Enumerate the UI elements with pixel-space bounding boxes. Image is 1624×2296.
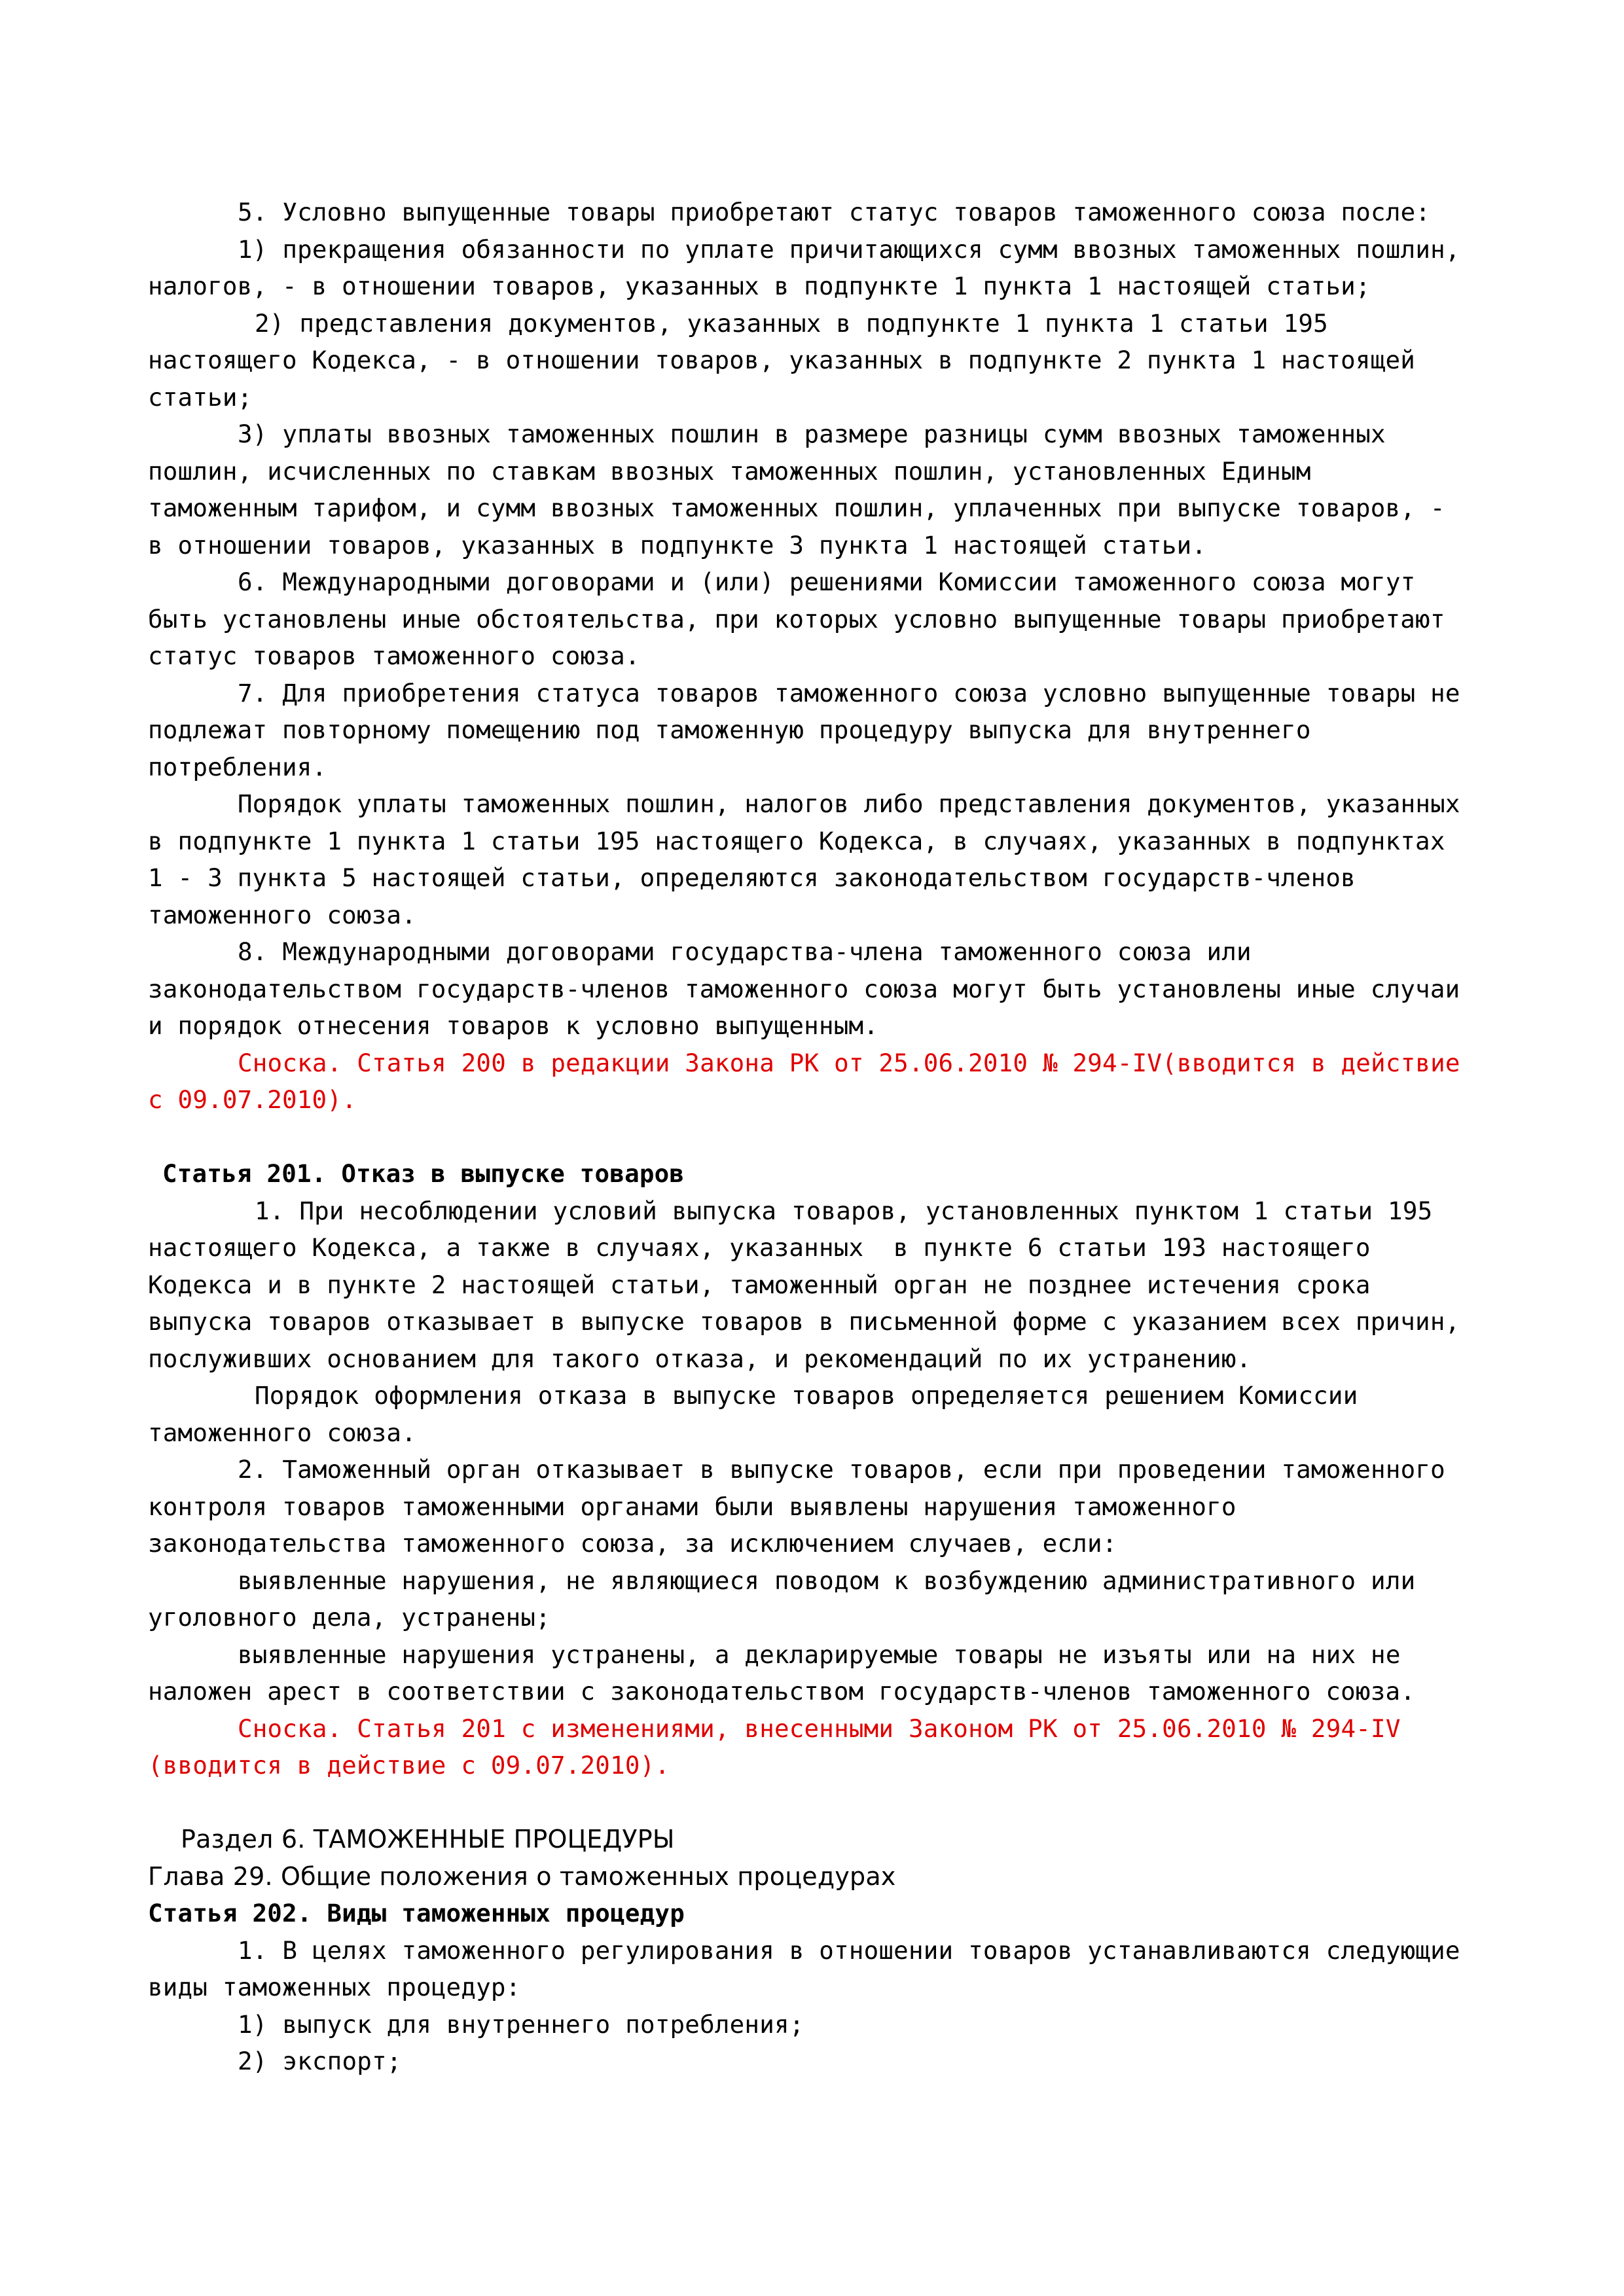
text-line: выявленные нарушения устранены, а декларируемые товары не изъяты или на них не: [238, 1640, 1401, 1669]
footnote-line: Сноска. Статья 201 с изменениями, внесенными Законом РК от 25.06.2010 № 294-IV: [238, 1713, 1401, 1743]
text-line: законодательством государств-членов таможенного союза могут быть установлены иные случаи: [148, 974, 1460, 1003]
text-line: выявленные нарушения, не являющиеся поводом к возбуждению административного или: [238, 1566, 1416, 1595]
paragraph-7-procedure: [148, 785, 1496, 933]
paragraph-7: [148, 675, 1496, 786]
text-line: 1 - 3 пункта 5 настоящей статьи, определяются законодательством государств-членов: [148, 863, 1356, 892]
text-line: наложен арест в соответствии с законодательством государств-членов таможенного союза.: [148, 1677, 1416, 1706]
article-201-title: Статья 201. Отказ в выпуске товаров: [162, 1159, 685, 1188]
paragraph-8: [148, 933, 1496, 1045]
spacer: [148, 1119, 1496, 1156]
paragraph-6: [148, 564, 1496, 675]
footnote-line: с 09.07.2010).: [148, 1085, 357, 1114]
section-heading: Раздел 6. ТАМОЖЕННЫЕ ПРОЦЕДУРЫ: [181, 1825, 675, 1854]
text-line: потребления.: [148, 752, 327, 781]
text-line: 1) прекращения обязанности по уплате причитающихся сумм ввозных таможенных пошлин,: [238, 234, 1460, 264]
text-line: 8. Международными договорами государства-члена таможенного союза или: [238, 937, 1252, 966]
text-line: налогов, - в отношении товаров, указанных в подпункте 1 пункта 1 настоящей статьи;: [148, 272, 1371, 300]
text-line: 2) представления документов, указанных в подпункте 1 пункта 1 статьи 195: [255, 308, 1328, 338]
text-line: 1. В целях таможенного регулирования в отношении товаров устанавливаются следующие: [238, 1935, 1460, 1965]
text-line: 5. Условно выпущенные товары приобретают статус товаров таможенного союза после:: [238, 198, 1431, 226]
chapter-heading: Глава 29. Общие положения о таможенных процедурах: [148, 1861, 896, 1891]
text-line: и порядок отнесения товаров к условно выпущенным.: [148, 1011, 879, 1040]
text-line: статьи;: [148, 382, 253, 412]
text-line: статус товаров таможенного союза.: [148, 641, 640, 670]
list-item: 2) экспорт;: [238, 2047, 402, 2075]
text-line: Порядок оформления отказа в выпуске товаров определяется решением Комиссии: [255, 1381, 1358, 1410]
footnote-line: (вводится в действие с 09.07.2010).: [148, 1751, 670, 1780]
article-201-paragraph-1-procedure: [148, 1377, 1496, 1451]
text-line: 6. Международными договорами и (или) решениями Комиссии таможенного союза могут: [238, 567, 1416, 596]
text-line: в отношении товаров, указанных в подпункте 3 пункта 1 настоящей статьи.: [148, 530, 1207, 560]
procedure-list: [148, 2006, 1496, 2080]
text-line: в подпункте 1 пункта 1 статьи 195 настоящего Кодекса, в случаях, указанных в подпунктах: [148, 826, 1445, 855]
text-line: быть установлены иные обстоятельства, при которых условно выпущенные товары приобретают: [148, 604, 1445, 634]
paragraph-5: [148, 194, 1496, 231]
text-line: настоящего Кодекса, - в отношении товаров, указанных в подпункте 2 пункта 1 настоящей: [148, 346, 1416, 374]
text-line: законодательства таможенного союза, за исключением случаев, если:: [148, 1529, 1117, 1558]
text-line: 1. При несоблюдении условий выпуска товаров, установленных пунктом 1 статьи 195: [255, 1196, 1433, 1225]
text-line: настоящего Кодекса, а также в случаях, указанных в пункте 6 статьи 193 настоящего: [148, 1233, 1371, 1262]
text-line: подлежат повторному помещению под таможенную процедуру выпуска для внутреннего: [148, 715, 1311, 744]
article-201-exception-2: [148, 1636, 1496, 1710]
text-line: виды таможенных процедур:: [148, 1973, 521, 2001]
text-line: контроля товаров таможенными органами были выявлены нарушения таможенного: [148, 1492, 1236, 1521]
text-line: Кодекса и в пункте 2 настоящей статьи, таможенный орган не позднее истечения срока: [148, 1270, 1371, 1299]
footnote-article-200: [148, 1045, 1496, 1119]
text-line: таможенного союза.: [148, 900, 416, 929]
list-item: 1) выпуск для внутреннего потребления;: [238, 2009, 804, 2039]
text-line: послуживших основанием для такого отказа, и рекомендаций по их устранению.: [148, 1344, 1252, 1373]
document-page: [148, 194, 1496, 2080]
footnote-line: Сноска. Статья 200 в редакции Закона РК от 25.06.2010 № 294-IV(вводится в действие: [238, 1048, 1460, 1077]
article-201-paragraph-1: [148, 1193, 1496, 1378]
text-line: 2. Таможенный орган отказывает в выпуске товаров, если при проведении таможенного: [238, 1455, 1445, 1484]
text-line: таможенным тарифом, и сумм ввозных таможенных пошлин, уплаченных при выпуске товаров, -: [148, 493, 1445, 522]
subparagraph-5-1: [148, 231, 1496, 305]
text-line: Порядок уплаты таможенных пошлин, налогов либо представления документов, указанных: [238, 789, 1460, 818]
text-line: уголовного дела, устранены;: [148, 1603, 550, 1632]
text-line: 7. Для приобретения статуса товаров таможенного союза условно выпущенные товары не: [238, 678, 1460, 708]
subparagraph-5-3: [148, 416, 1496, 564]
article-202-paragraph-1: [148, 1932, 1496, 2006]
subparagraph-5-2: [148, 305, 1496, 416]
text-line: выпуска товаров отказывает в выпуске товаров в письменной форме с указанием всех причин,: [148, 1307, 1460, 1336]
article-202-title: Статья 202. Виды таможенных процедур: [148, 1899, 685, 1928]
text-line: таможенного союза.: [148, 1418, 416, 1447]
article-201-exception-1: [148, 1562, 1496, 1636]
spacer: [148, 1784, 1496, 1821]
text-line: пошлин, исчисленных по ставкам ввозных таможенных пошлин, установленных Единым: [148, 456, 1311, 486]
article-201-paragraph-2: [148, 1451, 1496, 1562]
footnote-article-201: [148, 1710, 1496, 1784]
text-line: 3) уплаты ввозных таможенных пошлин в размере разницы сумм ввозных таможенных: [238, 420, 1386, 448]
